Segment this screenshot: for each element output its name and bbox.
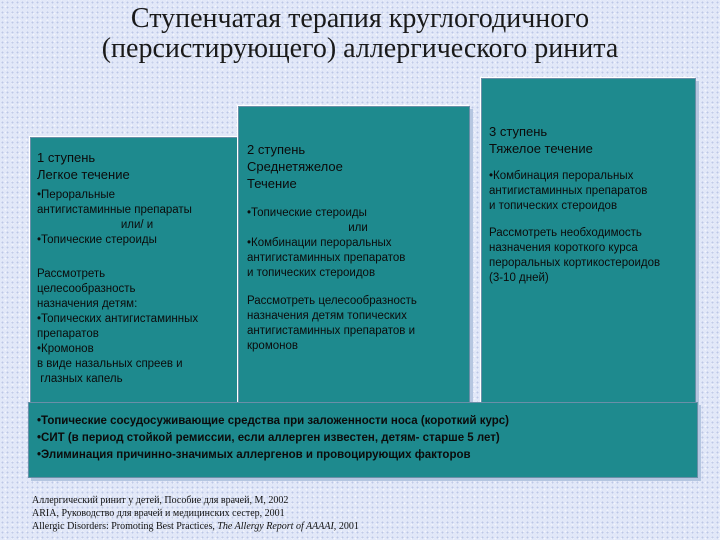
step-3-consider-3: пероральных кортикостероидов (489, 257, 661, 269)
common-measure-2: •СИТ (в период стойкой ремиссии, если аллерген известен, детям- старше 5 лет) (37, 432, 500, 444)
step-3-consider: Рассмотреть необходимость (489, 227, 642, 239)
reference-3 (32, 520, 359, 533)
step-1-or: или/ и (120, 219, 154, 231)
step-2-drug-2b: антигистаминных препаратов (247, 252, 406, 264)
step-1-consider: Рассмотреть (37, 268, 106, 280)
step-1-consider-2: целесообразность (37, 283, 136, 295)
step-1-item-1: •Топических антигистаминных (37, 313, 199, 325)
page-title (0, 4, 720, 64)
step-3-box (481, 78, 696, 409)
step-2-consider-3: антигистаминных препаратов и (247, 325, 416, 337)
references (32, 494, 359, 533)
reference-3-year: 2001 (336, 521, 359, 532)
step-1-drug-1b: антигистаминные препараты (37, 204, 192, 216)
title-line-2: (персистирующего) аллергического ринита (101, 33, 619, 64)
step-3-drug-1b: антигистаминных препаратов (489, 185, 648, 197)
step-3-drug-1c: и топических стероидов (489, 200, 618, 212)
step-2-severity-1: Среднетяжелое (247, 159, 343, 174)
step-2-heading: 2 ступень (247, 142, 306, 157)
step-3-consider-2: назначения короткого курса (489, 242, 638, 254)
common-measure-3: •Элиминация причинно-значимых аллергенов и провоцирующих факторов (37, 449, 471, 461)
reference-2: ARIA, Руководство для врачей и медицинских сестер, 2001 (32, 508, 285, 519)
step-1-heading: 1 ступень (37, 150, 96, 165)
step-2-severity-2: Течение (247, 176, 297, 191)
step-1-item-2: •Кромонов (37, 343, 94, 355)
step-1-item-2c: глазных капель (37, 373, 123, 385)
step-3-severity: Тяжелое течение (489, 141, 593, 156)
reference-3-title: Allergic Disorders: Promoting Best Practices, (32, 521, 218, 532)
reference-1: Аллергический ринит у детей, Пособие для врачей, М, 2002 (32, 495, 289, 506)
step-3-drug-1: •Комбинация пероральных (489, 170, 634, 182)
step-1-drug-2: •Топические стероиды (37, 234, 157, 246)
step-2-consider-4: кромонов (247, 340, 298, 352)
common-measures-box (28, 402, 698, 478)
common-measure-1: •Топические сосудосуживающие средства при заложенности носа (короткий курс) (37, 415, 510, 427)
step-1-drug-1: •Пероральные (37, 189, 115, 201)
step-2-consider: Рассмотреть целесообразность (247, 295, 417, 307)
step-2-drug-2c: и топических стероидов (247, 267, 376, 279)
step-1-item-2b: в виде назальных спреев и (37, 358, 183, 370)
title-line-1: Ступенчатая терапия круглогодичного (130, 3, 590, 34)
step-3-consider-4: (3-10 дней) (489, 272, 549, 284)
step-3-heading: 3 ступень (489, 124, 548, 139)
step-1-consider-3: назначения детям: (37, 298, 138, 310)
step-2-consider-2: назначения детям топических (247, 310, 407, 322)
step-1-item-1b: препаратов (37, 328, 99, 340)
step-2-drug-2: •Комбинации пероральных (247, 237, 392, 249)
step-2-or: или (348, 222, 368, 234)
step-1-severity: Легкое течение (37, 167, 130, 182)
step-1-box (30, 137, 238, 409)
reference-3-source: The Allergy Report of AAAAI, (217, 521, 337, 532)
step-2-box (238, 106, 470, 409)
step-2-drug-1: •Топические стероиды (247, 207, 367, 219)
